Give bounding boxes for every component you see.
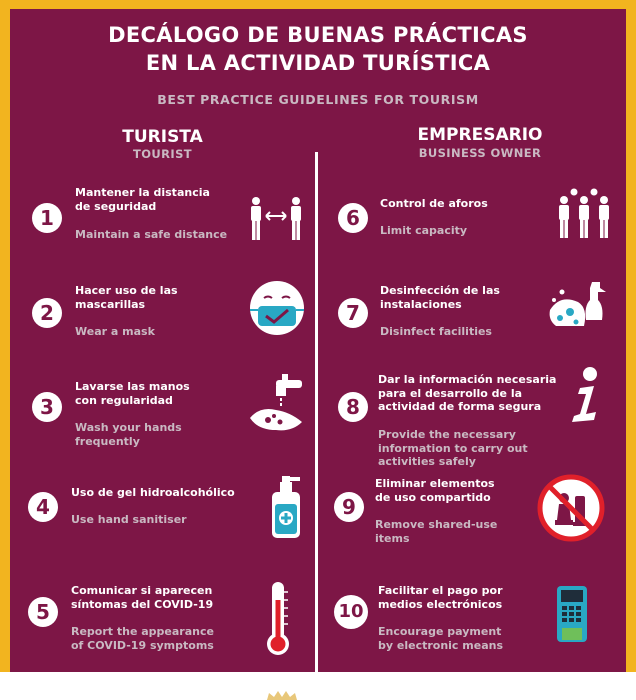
column-heading-business: EMPRESARIO (417, 125, 543, 145)
card-terminal-icon (554, 584, 590, 644)
mask-icon (248, 280, 306, 336)
item-4-spanish: Uso de gel hidroalcohólico (71, 486, 235, 499)
item-8-number: 8 (338, 392, 368, 422)
item-3-number: 3 (32, 392, 62, 422)
item-2-english: Wear a mask (75, 325, 155, 338)
item-6-english: Limit capacity (380, 224, 468, 237)
title-line-1: DECÁLOGO DE BUENAS PRÁCTICAS (108, 23, 528, 47)
sanitiser-icon (268, 474, 304, 540)
item-8-english: Provide the necessary information to carry out activities safely (378, 428, 528, 468)
info-icon (566, 366, 602, 424)
item-7-spanish: Desinfección de las instalaciones (380, 284, 500, 311)
column-subheading-tourist: TOURIST (132, 147, 193, 161)
item-4-number: 4 (28, 492, 58, 522)
subtitle: BEST PRACTICE GUIDELINES FOR TOURISM (157, 92, 479, 107)
item-1-english: Maintain a safe distance (75, 228, 228, 241)
item-5-spanish: Comunicar si aparecen síntomas del COVID-19 (71, 584, 214, 611)
item-1-spanish: Mantener la distancia de seguridad (75, 186, 210, 213)
item-9-spanish: Eliminar elementos de uso compartido (375, 477, 495, 504)
item-6-number: 6 (338, 203, 368, 233)
disinfect-icon (548, 280, 608, 332)
column-divider (315, 152, 318, 672)
item-9-number: 9 (334, 492, 364, 522)
item-7-number: 7 (338, 298, 368, 328)
item-10-english: Encourage payment by electronic means (378, 625, 504, 652)
footer-strip (0, 672, 636, 700)
item-4-english: Use hand sanitiser (71, 513, 187, 526)
item-2-number: 2 (32, 298, 62, 328)
item-10-spanish: Facilitar el pago por medios electrónicos (378, 584, 503, 611)
item-3-spanish: Lavarse las manos con regularidad (75, 380, 190, 407)
item-3-english: Wash your hands frequently (75, 421, 182, 448)
item-1-number: 1 (32, 203, 62, 233)
item-8-spanish: Dar la información necesaria para el desarrollo de la actividad de forma segura (378, 373, 557, 413)
group-icon (556, 188, 612, 240)
item-9-english: Remove shared-use items (375, 518, 498, 545)
no-shared-items-icon (537, 474, 605, 542)
item-5-number: 5 (28, 597, 58, 627)
item-2-spanish: Hacer uso de las mascarillas (75, 284, 178, 311)
column-subheading-business: BUSINESS OWNER (418, 146, 542, 160)
handwash-icon (246, 372, 306, 434)
item-10-number: 10 (334, 595, 368, 629)
distance-icon (248, 196, 304, 242)
item-6-spanish: Control de aforos (380, 197, 488, 210)
column-heading-tourist: TURISTA (122, 127, 203, 147)
item-5-english: Report the appearance of COVID-19 symptoms (71, 625, 214, 652)
item-7-english: Disinfect facilities (380, 325, 492, 338)
title-line-2: EN LA ACTIVIDAD TURÍSTICA (145, 51, 491, 75)
crown-icon (265, 690, 299, 700)
infographic-panel (10, 9, 626, 672)
thermometer-icon (262, 580, 294, 656)
